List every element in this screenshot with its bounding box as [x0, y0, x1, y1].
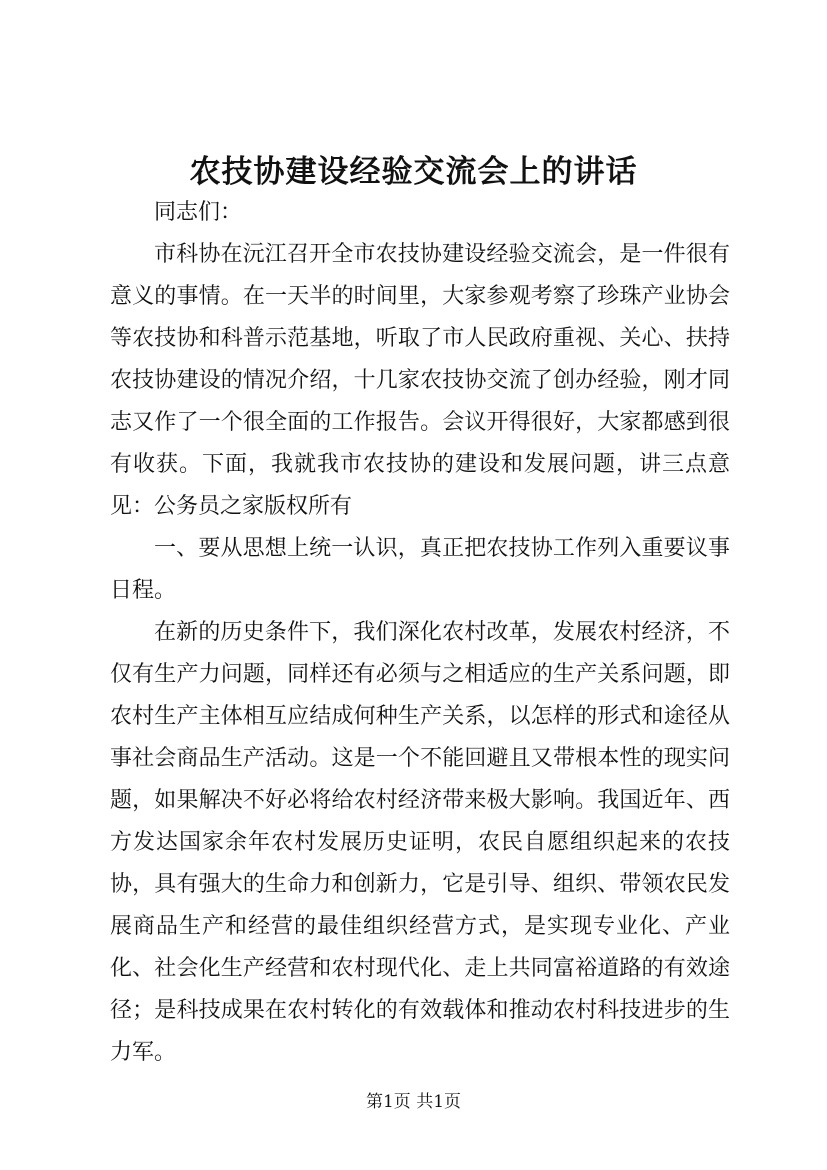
section-heading-paragraph: 一、要从思想上统一认识，真正把农技协工作列入重要议事日程。 — [110, 536, 730, 603]
salutation-paragraph: 同志们： — [154, 200, 243, 225]
body-paragraph: 在新的历史条件下，我们深化农村改革，发展农村经济，不仅有生产力问题，同样还有必须与之相适应的生产关系问题，即农村生产主体相互应结成何种生产关系，以怎样的形式和途径从事社会商品生产活动。这是一个不能回避且又带根本性的现实问题，如果解决不好必将给农村经济带来极大影响。我国近年、西方发达国家余年农村发展历史证明，农民自愿组织起来的农技协，具有强大的生命力和创新力，它是引导、组织、带领农民发展商品生产和经营的最佳组织经营方式，是实现专业化、产业化、社会化生产经营和农村现代化、走上共同富裕道路的有效途径；是科技成果在农村转化的有效载体和推动农村科技进步的生力军。 — [110, 620, 730, 1065]
intro-paragraph: 市科协在沅江召开全市农技协建设经验交流会，是一件很有意义的事情。在一天半的时间里，大家参观考察了珍珠产业协会等农技协和科普示范基地，听取了市人民政府重视、关心、扶持农技协建设的情况介绍，十几家农技协交流了创办经验，刚才同志又作了一个很全面的工作报告。会议开得很好，大家都感到很有收获。下面，我就我市农技协的建设和发展问题，讲三点意见：公务员之家版权所有 — [110, 242, 730, 519]
document-body — [110, 192, 730, 1074]
page-footer: 第1页 共1页 — [365, 1092, 462, 1112]
document-title: 农技协建设经验交流会上的讲话 — [189, 154, 638, 190]
